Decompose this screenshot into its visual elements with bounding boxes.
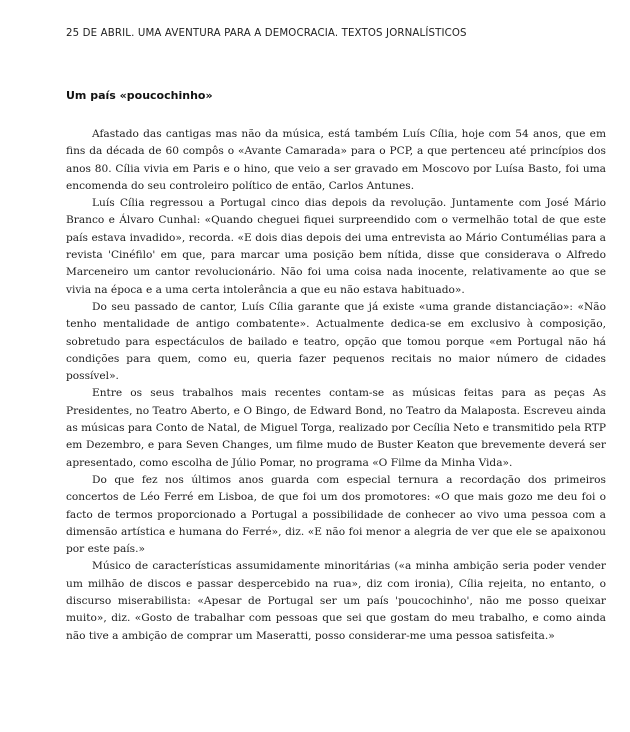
article-paragraph: Do que fez nos últimos anos guarda com especial ternura a recordação dos primeiros concertos de Léo Ferré em Lisboa, de que foi um dos promotores: «O que mais gozo me deu foi o facto de termos proporcionado a Portugal a possibilidade de conhecer ao vivo uma pessoa com a dimensão artística e humana do Ferré», diz. «E não foi menor a alegria de ver que ele se apaixonou por este país.» [66, 473, 606, 556]
article-paragraph: Luís Cília regressou a Portugal cinco dias depois da revolução. Juntamente com José Mário Branco e Álvaro Cunhal: «Quando cheguei fiquei surpreendido com o vermelhão total de que este país estava invadido», recorda. «E dois dias depois dei uma entrevista ao Mário Contumélias para a revista 'Cinéfilo' em que, para marcar uma posição bem nítida, disse que considerava o Alfredo Marceneiro um cantor revolucionário. Não foi uma coisa nada inocente, relativamente ao que se vivia na época e a uma certa intolerância a que eu não estava habituado». [66, 197, 606, 296]
running-header: 25 DE ABRIL. UMA AVENTURA PARA A DEMOCRACIA. TEXTOS JORNALÍSTICOS [66, 28, 467, 39]
article-paragraph: Entre os seus trabalhos mais recentes contam-se as músicas feitas para as peças As Presidentes, no Teatro Aberto, e O Bingo, de Edward Bond, no Teatro da Malaposta. Escreveu ainda as músicas para Conto de Natal, de Miguel Torga, realizado por Cecília Neto e transmitido pela RTP em Dezembro, e para Seven Changes, um filme mudo de Buster Keaton que brevemente deverá ser apresentado, como escolha de Júlio Pomar, no programa «O Filme da Minha Vida». [66, 387, 606, 469]
article-paragraph: Afastado das cantigas mas não da música, está também Luís Cília, hoje com 54 anos, que em fins da década de 60 compôs o «Avante Camarada» para o PCP, a que pertenceu até princípios dos anos 80. Cília vivia em Paris e o hino, que veio a ser gravado em Moscovo por Luísa Basto, foi uma encomenda do seu controleiro político de então, Carlos Antunes. [66, 128, 606, 192]
article-body [66, 126, 606, 645]
article-paragraph: Do seu passado de cantor, Luís Cília garante que já existe «uma grande distanciação»: «Não tenho mentalidade de antigo combatente». Actualmente dedica-se em exclusivo à composição, sobretudo para espectáculos de bailado e teatro, opção que tomou porque «em Portugal não há condições para quem, como eu, queria fazer pequenos recitais no maior número de cidades possível». [66, 300, 606, 383]
article-paragraph: Músico de características assumidamente minoritárias («a minha ambição seria poder vender um milhão de discos e passar despercebido na rua», diz com ironia), Cília rejeita, no entanto, o discurso miserabilista: «Apesar de Portugal ser um país 'poucochinho', não me posso queixar muito», diz. «Gosto de trabalhar com pessoas que sei que gostam do meu trabalho, e como ainda não tive a ambição de comprar um Maseratti, posso considerar-me uma pessoa satisfeita.» [66, 560, 606, 642]
article-title: Um país «poucochinho» [66, 89, 213, 102]
